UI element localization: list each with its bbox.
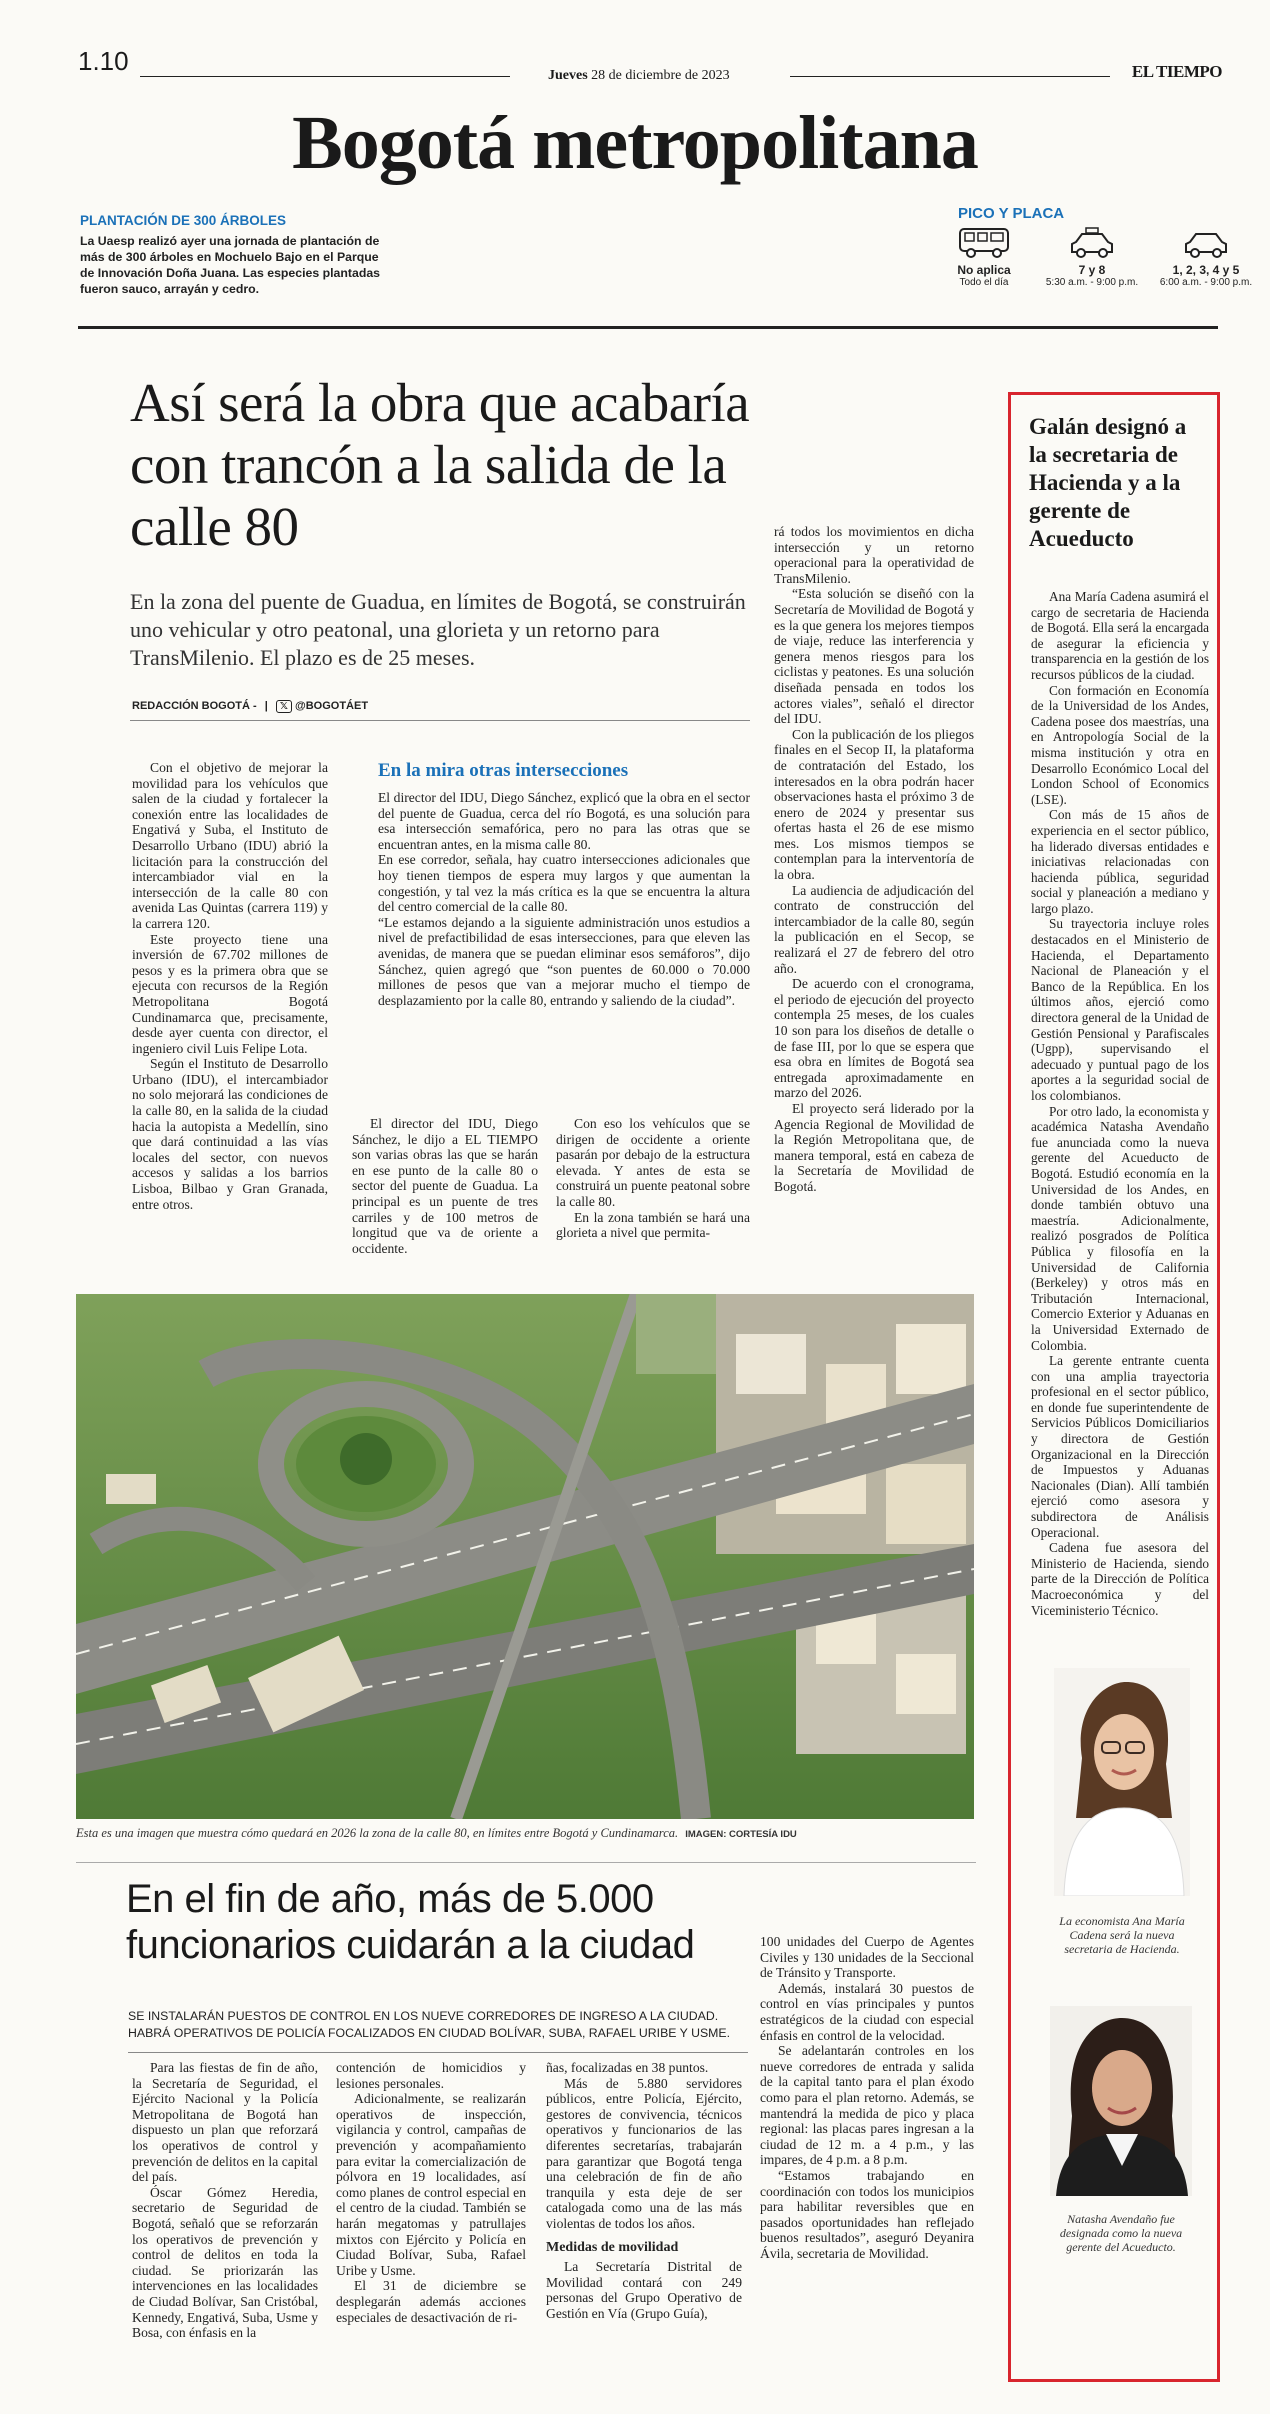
second-col1-para: Óscar Gómez Heredia, secretario de Seguridad de Bogotá, señaló que se reforzarán los operativos de prevención y control de delitos en toda la ciudad. Se priorizarán las intervenciones en las localidades de Ciudad Bolívar, San Cristóbal, Kennedy, Engativá, Suba, Usme y Bosa, con énfasis en la [132, 2184, 318, 2341]
side-headline: Galán designó a la secretaria de Hacienda y a la gerente de Acueducto [1029, 414, 1187, 551]
main-col1-para: Según el Instituto de Desarrollo Urbano (IDU), el intercambiador no solo mejorará las condiciones de la calle 80, en la salida de la ciudad hacia la autopista a Medellín, sino que dará continuidad a las vías locales del sector, con nuevos accesos y salidas a los barrios Lisboa, Bilbao y Gran Granada, entre otros. [132, 1056, 328, 1212]
box-para: El director del IDU, Diego Sánchez, explicó que la obra en el sector del puente de Guadua, cerca del río Bogotá, es una solución para esa intersección semafórica, pero no para las otras que se encuentran antes, en la misma calle 80. [378, 790, 750, 852]
pyp-item-car [1148, 226, 1264, 288]
second-col4-para: 100 unidades del Cuerpo de Agentes Civiles y 130 unidades de la Seccional de Tránsito y Transporte. [760, 1934, 974, 1981]
brief-kicker: PLANTACIÓN DE 300 ÁRBOLES [80, 213, 287, 228]
second-headline: En el fin de año, más de 5.000 funcionarios cuidarán a la ciudad [126, 1877, 695, 1967]
main-col2b-para: El director del IDU, Diego Sánchez, le dijo a EL TIEMPO son varias obras las que se harán en ese punto de la calle 80 o sector del puente de Guadua. La principal es un puente de tres carriles y de 100 metros de longitud que va de oriente a occidente. [352, 1116, 538, 1256]
second-col2-para: El 31 de diciembre se desplegarán además acciones especiales de desactivación de ri- [336, 2278, 526, 2325]
portrait-natasha-avendano [1050, 2006, 1192, 2196]
date-rest: 28 de diciembre de 2023 [591, 68, 730, 83]
pyp-taxi-label: 7 y 8 [1078, 263, 1106, 277]
second-col3b-para: La Secretaría Distrital de Movilidad contará con 249 personas del Grupo Operativo de Gestión en Vía (Grupo Guía), [546, 2259, 742, 2321]
pico-y-placa-title: PICO Y PLACA [958, 205, 1065, 222]
main-col4-para: rá todos los movimientos en dicha intersección y un retorno operacional para la operatividad de TransMilenio. [774, 524, 974, 586]
header-rule-right [790, 76, 1110, 77]
portrait-natasha-avendano-drawing [1050, 2006, 1192, 2196]
pyp-bus-label: No aplica [957, 263, 1011, 277]
main-col-2b [352, 1116, 538, 1256]
main-col4-para: La audiencia de adjudicación del contrato de construcción del intercambiador de la calle 80, según la publicación en el Secop, se realizará el 27 de febrero del otro año. [774, 882, 974, 976]
box-para: “Le estamos dejando a la siguiente administración unos estudios a nivel de prefactibilidad de esas intersecciones, para que eleven las avenidas, de manera que se puedan eliminar esos semáforos”, dijo Sánchez, quien agregó que “son puentes de 60.000 o 70.000 millones de pesos que van a mejorar mucho el tiempo de desplazamiento por la calle 80, entrando y saliendo de la ciudad”. [378, 914, 750, 1008]
pyp-bus-hours: Todo el día [959, 277, 1009, 288]
second-col4-para: “Estamos trabajando en coordinación con todos los municipios para habilitar reversibles que en pasados oportunidades han reflejado buenos resultados”, aseguró Deyanira Ávila, secretaria de Movilidad. [760, 2167, 974, 2261]
second-col4-para: Además, instalará 30 puestos de control en vías principales y puntos estratégicos de la ciudad con especial énfasis en control de la velocidad. [760, 1980, 974, 2043]
intersections-box [350, 760, 750, 1008]
main-col4-para: De acuerdo con el cronograma, el periodo de ejecución del proyecto contempla 25 meses, de los cuales 10 son para los diseños de detalle o de fase III, por lo que se espera que esa obra en límites de Bogotá sea entregada aproximadamente en marzo del 2026. [774, 976, 974, 1101]
second-col-2 [336, 2060, 526, 2325]
side-para: Con formación en Economía de la Universidad de los Andes, Cadena posee dos maestrías, una en Antropología Social de la misma institución y otra en Desarrollo Económico Local del London School of Economics (LSE). [1031, 682, 1209, 807]
second-subhead: Medidas de movilidad [546, 2239, 679, 2255]
caption-avendano: Natasha Avendaño fue designada como la nueva gerente del Acueducto. [1059, 2212, 1183, 2254]
header-rule-left [140, 76, 510, 77]
second-deck: SE INSTALARÁN PUESTOS DE CONTROL EN LOS NUEVE CORREDORES DE INGRESO A LA CIUDAD. HABRÁ OPERATIVOS DE POLICÍA FOCALIZADOS EN CIUDAD BOLÍVAR, SUBA, RAFAEL URIBE Y USME. [128, 2009, 731, 2040]
photo-caption-text: Esta es una imagen que muestra cómo quedará en 2026 la zona de la calle 80, en límites entre Bogotá y Cundinamarca. [76, 1826, 679, 1840]
byline-separator: | [264, 700, 268, 712]
main-col4-para: Con la publicación de los pliegos finales en el Secop II, la plataforma de contratación del Estado, los interesados en la obra podrán hacer observaciones hasta el próximo 3 de enero de 2024 y presentar sus ofertas hasta el 26 de ese mismo mes. Los mismos tiempos se contemplan para la interventoría de la obra. [774, 726, 974, 883]
byline-rule [130, 720, 750, 721]
side-para: Por otro lado, la economista y académica Natasha Avendaño fue anunciada como la nueva gerente del Acueducto de Bogotá. Estudió economía en la Universidad de los Andes, en donde también obtuvo una maestría. Adicionalmente, realizó posgrados de Política Pública y filosofía en la Universidad de California (Berkeley) y otros más en Tributación Internacional, Comercio Exterior y Aduanas en la Universidad Externado de Colombia. [1031, 1103, 1209, 1353]
second-col-1 [132, 2060, 318, 2341]
second-col-3 [546, 2060, 742, 2322]
side-para: La gerente entrante cuenta con una amplia trayectoria profesional en el sector público, en donde fue superintendente de Servicios Públicos Domiciliarios y directora de Gestión Organizacional en la Dirección de Impuestos y Aduanas Nacionales (Dian). Allí también ejerció como asesora y subdirectora de Análisis Operacional. [1031, 1353, 1209, 1540]
second-col4-para: Se adelantarán controles en los nueve corredores de entrada y salida de la capital tanto para el plan éxodo como para el plan retorno. Además, se mantendrá la medida de pico y placa regional: las placas pares ingresan a la ciudad de 12 m. a 4 p.m., y las impares, de 4 p.m. a 8 p.m. [760, 2043, 974, 2168]
interchange-illustration [76, 1294, 974, 1819]
main-col-1 [132, 760, 328, 1212]
main-col-4 [774, 524, 974, 1195]
photo-credit: IMAGEN: CORTESÍA IDU [685, 1829, 797, 1840]
car-icon [1182, 226, 1230, 260]
main-deck: En la zona del puente de Guadua, en límites de Bogotá, se construirán uno vehicular y otro peatonal, una glorieta y un retorno para TransMilenio. El plazo es de 25 meses. [130, 589, 746, 670]
second-col3-para: ñas, focalizadas en 38 puntos. [546, 2060, 709, 2075]
pyp-car-label: 1, 2, 3, 4 y 5 [1172, 263, 1240, 277]
interchange-rendering [76, 1294, 974, 1819]
main-headline: Así será la obra que acabaría con trancón a la salida de la calle 80 [130, 372, 750, 557]
second-col3-para: Más de 5.880 servidores públicos, entre Policía, Ejército, gestores de convivencia, técnicos operativos y funcionarios de las diferentes secretarías, trabajarán para garantizar que Bogotá tenga una celebración de fin de año tranquila y esta deje de ser catalogada como una de las más violentas de todos los años. [546, 2075, 742, 2231]
photo-caption [76, 1826, 974, 1841]
portrait-ana-maria-cadena [1054, 1668, 1190, 1896]
second-col1-para: Para las fiestas de fin de año, la Secretaría de Seguridad, el Ejército Nacional y la Policía Metropolitana de Bogotá han dispuesto un plan que reforzará los operativos de control y prevención de delitos en la capital del país. [132, 2060, 318, 2185]
pyp-car-hours: 6:00 a.m. - 9:00 p.m. [1159, 277, 1253, 288]
main-col4-para: El proyecto será liderado por la Agencia Regional de Movilidad de la Región Metropolitana que, de manera temporal, está en cabeza de la Secretaría de Movilidad de Bogotá. [774, 1100, 974, 1194]
x-icon: 𝕏 [276, 700, 292, 713]
side-para: Su trayectoria incluye roles destacados en el Ministerio de Hacienda, el Departamento Nacional de Planeación y el Banco de la República. En los últimos años, ejerció como directora general de la Unidad de Gestión Pensional y Parafiscales (Ugpp), supervisando el adecuado y puntual pago de los aportes a la seguridad social de los colombianos. [1031, 916, 1209, 1103]
page-number: 1.10 [78, 46, 129, 76]
byline-text: REDACCIÓN BOGOTÁ - [132, 700, 257, 712]
main-col1-para: Con el objetivo de mejorar la movilidad para los vehículos que salen de la ciudad y fortalecer la conexión entre las localidades de Engativá y Suba, el Instituto de Desarrollo Urbano (IDU) abrió la licitación para la construcción del intercambiador vial en la intersección de la calle 80 con avenida Las Quintas (carrera 119) y la carrera 120. [132, 760, 328, 931]
article-divider [76, 1862, 976, 1863]
portrait-ana-maria-cadena-drawing [1054, 1668, 1190, 1896]
brief-text: La Uaesp realizó ayer una jornada de plantación de más de 300 árboles en Mochuelo Bajo en el Parque de Innovación Doña Juana. Las especies plantadas fueron sauco, arrayán y cedro. [80, 234, 381, 296]
date-day: Jueves [548, 68, 588, 83]
side-para: Ana María Cadena asumirá el cargo de secretaria de Hacienda de Bogotá. Ella será la encargada de asegurar la eficiencia y transparencia en la gestión de los recursos públicos de la ciudad. [1031, 589, 1209, 682]
side-body [1031, 589, 1209, 1618]
bus-icon [957, 226, 1011, 260]
main-col3b-para: En la zona también se hará una glorieta a nivel que permita- [556, 1209, 750, 1241]
box-title: En la mira otras intersecciones [378, 760, 629, 781]
box-para: En ese corredor, señala, hay cuatro intersecciones adicionales que hoy tienen tiempos de espera muy largos y que aumentan la congestión, y tal vez la más crítica es la que se encuentra la altura del centro comercial de la calle 80. [378, 852, 750, 915]
byline-handle: @BOGOTÁET [295, 700, 369, 712]
pyp-item-bus [944, 226, 1024, 288]
second-col2-para: contención de homicidios y lesiones personales. [336, 2060, 526, 2091]
pyp-taxi-hours: 5:30 a.m. - 9:00 p.m. [1045, 277, 1139, 288]
newspaper-name: EL TIEMPO [1131, 62, 1222, 81]
taxi-icon [1068, 226, 1116, 260]
section-divider [78, 326, 1218, 329]
main-col1-para: Este proyecto tiene una inversión de 67.702 millones de pesos y es la primera obra que se ejecuta con recursos de la Región Metropolitana Bogotá Cundinamarca que, precisamente, desde ayer cuenta con director, el ingeniero civil Luis Felipe Lota. [132, 931, 328, 1056]
caption-cadena: La economista Ana María Cadena será la nueva secretaria de Hacienda. [1059, 1914, 1185, 1956]
main-byline [132, 700, 368, 713]
second-col2-para: Adicionalmente, se realizarán operativos de inspección, vigilancia y control, campañas de prevención y acompañamiento para evitar la comercialización de pólvora en 19 localidades, así como planes de control especial en el centro de la ciudad. También se harán megatomas y patrullajes mixtos con Ejército y Policía en Ciudad Bolívar, Suba, Rafael Uribe y Usme. [336, 2091, 526, 2278]
second-col-4 [760, 1934, 974, 2261]
box-text [350, 790, 750, 1008]
pyp-item-taxi [1032, 226, 1152, 288]
main-col4-para: “Esta solución se diseñó con la Secretaría de Movilidad de Bogotá y es la que genera los mejores tiempos de viaje, reduce las interferencia y genera menos riesgos para los ciclistas y peatones. Es una solución diseñada pensada en todos los actores viales”, señaló el director del IDU. [774, 586, 974, 727]
main-col-3b [556, 1116, 750, 1241]
second-deck-rule [128, 2052, 748, 2053]
side-para: Cadena fue asesora del Ministerio de Hacienda, siendo parte de la Dirección de Política Macroeconómica y del Viceministerio Técnico. [1031, 1540, 1209, 1618]
section-title: Bogotá metropolitana [292, 101, 978, 185]
side-para: Con más de 15 años de experiencia en el sector público, ha liderado diversas entidades e iniciativas relacionadas con hacienda pública, seguridad social y planeación a mediano y largo plazo. [1031, 807, 1209, 916]
header-date [548, 68, 730, 84]
main-col3b-para: Con eso los vehículos que se dirigen de occidente a oriente pasarán por debajo de la estructura elevada. Y antes de esta se construirá un puente peatonal sobre la calle 80. [556, 1116, 750, 1209]
